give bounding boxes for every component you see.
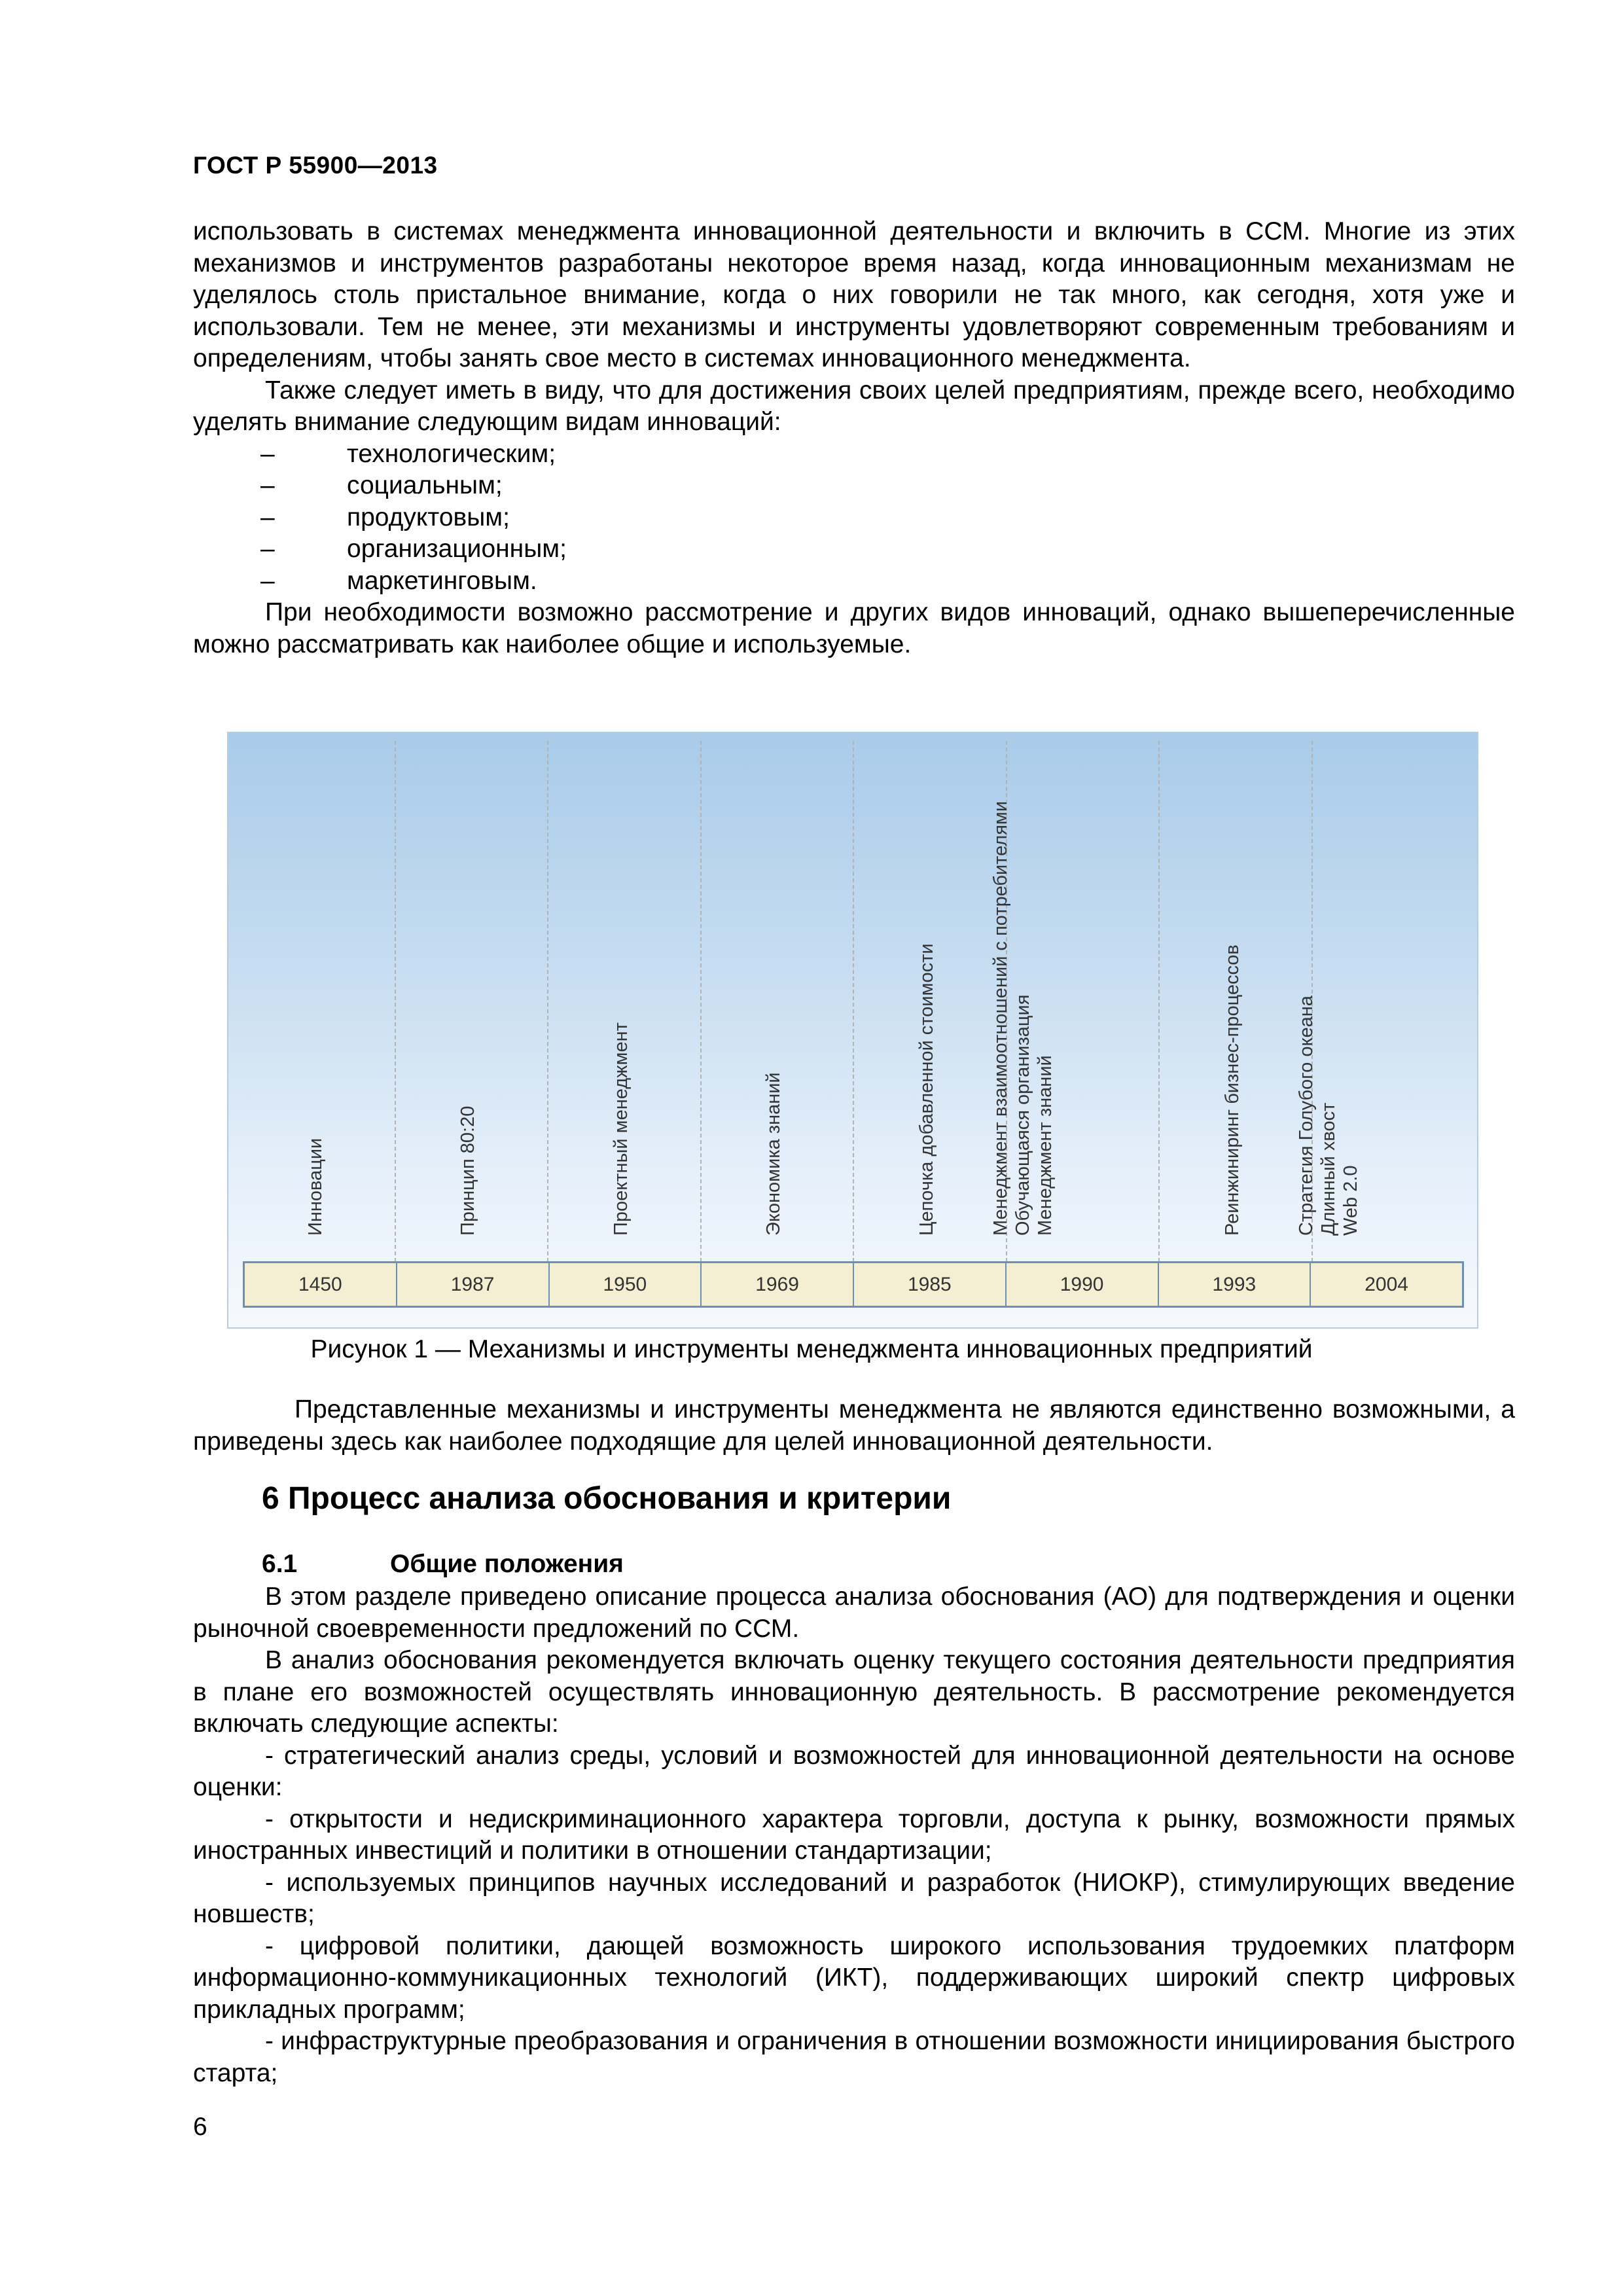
list-item	[193, 439, 1515, 471]
paragraph: - инфраструктурные преобразования и ограничения в отношении возможности инициирования быстрого старта;	[193, 2027, 1515, 2087]
list-item-text: маркетинговым.	[347, 566, 537, 595]
list-item-text: технологическим;	[347, 439, 556, 468]
list-dash: –	[260, 471, 275, 499]
figure-year: 1450	[245, 1263, 397, 1306]
subsection-number: 6.1	[262, 1550, 298, 1578]
list-item-text: продуктовым;	[347, 503, 510, 531]
figure-columns	[243, 741, 1464, 1268]
list-item	[193, 470, 1515, 502]
paragraph: - стратегический анализ среды, условий и возможностей для инновационной деятельности на основе оценки:	[193, 1741, 1515, 1801]
after-figure-text	[193, 1394, 1515, 1458]
figure-column	[396, 741, 549, 1268]
paragraph: - открытости и недискриминационного характера торговли, доступа к рынку, возможности прямых иностранных инвестиций и политики в отношении стандартизации;	[193, 1804, 1515, 1865]
list-item	[193, 565, 1515, 598]
figure-column	[990, 741, 1160, 1268]
list-item-text: организационным;	[347, 535, 567, 563]
list-dash: –	[260, 566, 275, 595]
figure-caption: Рисунок 1 — Механизмы и инструменты менеджмента инновационных предприятий	[310, 1335, 1313, 1363]
intro-text	[193, 216, 1515, 660]
figure-year: 2004	[1364, 1273, 1408, 1295]
list-dash: –	[260, 503, 275, 531]
figure-label: Стратегия Голубого океана Длинный хвост Web 2.0	[1296, 996, 1362, 1236]
paragraph: использовать в системах менеджмента инновационной деятельности и включить в ССМ. Многие из этих механизмов и инструментов разработаны некоторое время назад, когда инновационным механизмам не уделялось столь пристальное внимание, когда о них говорили не так много, как сегодня, хотя уже и использовали. Тем не менее, эти механизмы и инструменты удовлетворяют современным требованиям и определениям, чтобы занять свое место в системах инновационного менеджмента.	[193, 217, 1515, 372]
list-dash: –	[260, 439, 275, 468]
figure-label: Цепочка добавленной стоимости	[916, 943, 937, 1236]
list-item-text: социальным;	[347, 471, 503, 499]
figure-label: Инновации	[304, 1138, 326, 1236]
figure-year: 1987	[397, 1263, 550, 1306]
figure-column	[1160, 741, 1313, 1268]
figure-year: 1969	[702, 1263, 854, 1306]
figure-column	[243, 741, 396, 1268]
figure-label: Проектный менеджмент	[610, 1022, 632, 1236]
figure-column	[854, 741, 1007, 1268]
figure-year: 1990	[1007, 1263, 1159, 1306]
list-dash: –	[260, 535, 275, 563]
list-item	[193, 502, 1515, 534]
subsection-title	[262, 1550, 624, 1579]
paragraph: Также следует иметь в виду, что для достижения своих целей предприятиям, прежде всего, необходимо уделять внимание следующим видам инноваций:	[193, 376, 1515, 436]
figure-label: Менеджмент взаимоотношений с потребителями Обучающаяся организация Менеджмент знаний	[990, 800, 1056, 1236]
figure-year: 1985	[854, 1263, 1007, 1306]
figure-label: Принцип 80:20	[457, 1105, 479, 1236]
section-title: 6 Процесс анализа обоснования и критерии	[262, 1481, 952, 1516]
figure-column	[702, 741, 855, 1268]
list-item	[193, 533, 1515, 565]
document-header: ГОСТ Р 55900—2013	[193, 152, 438, 179]
body-text	[193, 1581, 1515, 2089]
figure-timeline	[227, 732, 1478, 1329]
paragraph: В этом разделе приведено описание процесса анализа обоснования (АО) для подтверждения и оценки рыночной своевременности предложений по ССМ.	[193, 1583, 1515, 1643]
paragraph: При необходимости возможно рассмотрение и других видов инноваций, однако вышеперечисленные можно рассматривать как наиболее общие и используемые.	[193, 598, 1515, 658]
subsection-name: Общие положения	[390, 1550, 624, 1578]
paragraph: Представленные механизмы и инструменты менеджмента не являются единственно возможными, а приведены здесь как наиболее подходящие для целей инновационной деятельности.	[193, 1395, 1515, 1456]
figure-year: 1993	[1159, 1263, 1311, 1306]
figure-year: 1950	[550, 1263, 702, 1306]
figure-years-row	[243, 1261, 1464, 1308]
figure-column	[1296, 741, 1465, 1268]
paragraph: - цифровой политики, дающей возможность широкого использования трудоемких платформ информационно-коммуникационных технологий (ИКТ), поддерживающих широкий спектр цифровых прикладных программ;	[193, 1931, 1515, 2024]
figure-label: Реинжиниринг бизнес-процессов	[1221, 944, 1243, 1236]
figure-label: Экономика знаний	[763, 1072, 785, 1236]
paragraph: - используемых принципов научных исследований и разработок (НИОКР), стимулирующих введение новшеств;	[193, 1868, 1515, 1928]
paragraph: В анализ обоснования рекомендуется включать оценку текущего состояния деятельности предприятия в плане его возможностей осуществлять инновационную деятельность. В рассмотрение рекомендуется включать следующие аспекты:	[193, 1646, 1515, 1738]
figure-column	[548, 741, 702, 1268]
page-number: 6	[193, 2113, 207, 2141]
